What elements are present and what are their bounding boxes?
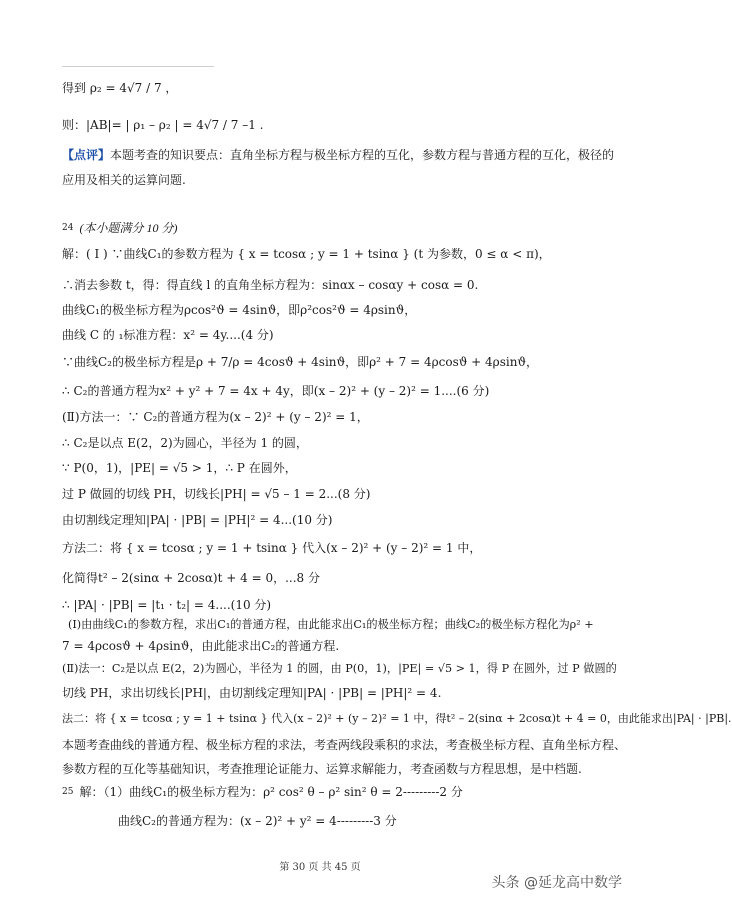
q24-line: 化简得t² – 2(sinα + 2cosα)t + 4 = 0，...8 分 <box>62 571 320 585</box>
comment-line: 本题考查曲线的普通方程、极坐标方程的求法，考查两线段乘积的求法，考查极坐标方程、直角坐标方程、 <box>62 738 627 752</box>
analysis-line: 法二：将 { x = tcosα ; y = 1 + tsinα } 代入(x – 2)² + (y – 2)² = 1 中，得t² – 2(sinα + 2cosα)t + 4 = 0，由此能求出|PA| · |PB|. <box>62 712 732 725</box>
q24-line: 曲线 C 的 ₁标准方程：x² = 4y....(4 分) <box>62 328 274 342</box>
top-rule <box>62 66 214 67</box>
q24-line: 方法二：将 { x = tcosα ; y = 1 + tsinα } 代入(x – 2)² + (y – 2)² = 1 中， <box>62 541 482 555</box>
q24-line: (Ⅱ)方法一：∵ C₂的普通方程为(x – 2)² + (y – 2)² = 1， <box>62 410 369 424</box>
analysis-line: 切线 PH，求出切线长|PH|，由切割线定理知|PA| · |PB| = |PH|² = 4. <box>62 686 442 700</box>
q24-header: 24 (本小题满分 10 分) <box>62 221 178 235</box>
analysis-line: 7 = 4ρcosϑ + 4ρsinϑ，由此能求出C₂的普通方程. <box>62 639 340 653</box>
q24-line: 过 P 做圆的切线 PH，切线长|PH| = √5 – 1 = 2...(8 分) <box>62 487 371 501</box>
comment-line: 参数方程的互化等基础知识，考查推理论证能力、运算求解能力，考查函数与方程思想，是中档题. <box>62 762 582 776</box>
question-number: 25 <box>62 787 74 797</box>
q25-line: 25 解：（1）曲线C₁的极坐标方程为：ρ² cos² θ – ρ² sin² θ = 2---------2 分 <box>62 785 463 799</box>
q24-line: 曲线C₁的极坐标方程为ρcos²ϑ = 4sinϑ，即ρ²cos²ϑ = 4ρsinϑ， <box>62 303 417 317</box>
q24-line: ∴消去参数 t，得：得直线 l 的直角坐标方程为：sinαx – cosαy + cosα = 0. <box>62 278 479 292</box>
review-line-1: 【点评】本题考查的知识要点：直角坐标方程与极坐标方程的互化，参数方程与普通方程的互化，极径的 <box>62 148 615 162</box>
rho2-result: 得到 ρ₂ = 4√7 / 7 ， <box>62 81 178 95</box>
watermark: 头条 @延龙高中数学 <box>491 875 622 891</box>
analysis-line: (Ⅱ)法一：C₂是以点 E(2，2)为圆心，半径为 1 的圆，由 P(0，1)，|PE| = √5 > 1，得 P 在圆外，过 P 做圆的 <box>62 662 617 675</box>
q24-line: ∴ C₂的普通方程为x² + y² + 7 = 4x + 4y，即(x – 2)² + (y – 2)² = 1....(6 分) <box>62 384 490 398</box>
question-number: 24 <box>62 223 74 233</box>
q25-line: 曲线C₂的普通方程为：(x – 2)² + y² = 4---------3 分 <box>118 814 397 828</box>
q24-line: ∵ P(0，1)，|PE| = √5 > 1，∴ P 在圆外， <box>62 461 297 475</box>
q24-line: 解：( I ) ∵曲线C₁的参数方程为 { x = tcosα ; y = 1 + tsinα } (t 为参数，0 ≤ α < π)， <box>62 247 551 261</box>
ab-length: 则：|AB|= | ρ₁ – ρ₂ | = 4√7 / 7 –1 . <box>62 118 264 132</box>
review-line-2: 应用及相关的运算问题. <box>62 173 186 187</box>
review-tag: 【点评】 <box>62 148 111 162</box>
q24-line: ∴ |PA| · |PB| = |t₁ · t₂| = 4....(10 分) <box>62 598 272 612</box>
q24-line: 由切割线定理知|PA| · |PB| = |PH|² = 4...(10 分) <box>62 513 333 527</box>
page-footer: 第 30 页 共 45 页 <box>279 862 361 873</box>
analysis-line: (Ⅰ)由曲线C₁的参数方程，求出C₁的普通方程，由此能求出C₁的极坐标方程；曲线C₂的极坐标方程化为ρ² + <box>68 618 594 631</box>
q24-line: ∴ C₂是以点 E(2，2)为圆心，半径为 1 的圆， <box>62 436 308 450</box>
q24-line: ∵曲线C₂的极坐标方程是ρ + 7/ρ = 4cosϑ + 4sinϑ，即ρ² + 7 = 4ρcosϑ + 4ρsinϑ， <box>62 355 538 369</box>
